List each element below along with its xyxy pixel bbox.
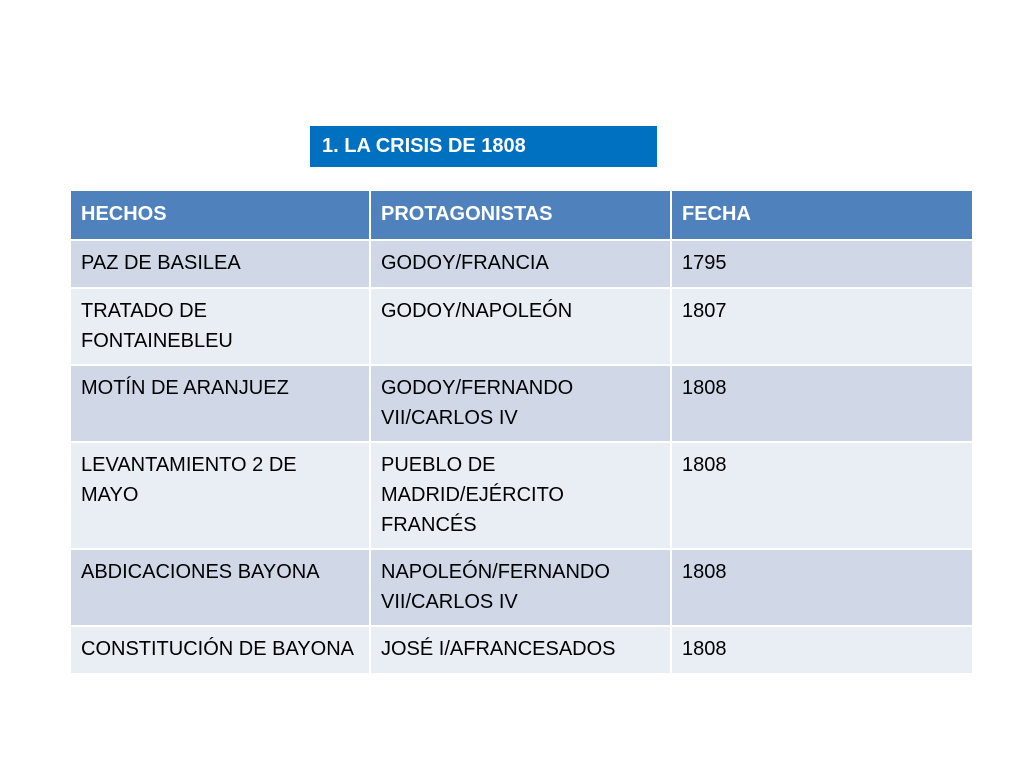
cell-hecho: PAZ DE BASILEA — [70, 240, 370, 288]
table-row — [70, 288, 973, 365]
table-row — [70, 365, 973, 442]
events-table — [69, 189, 974, 675]
cell-hecho: LEVANTAMIENTO 2 DE MAYO — [70, 442, 370, 549]
cell-hecho: CONSTITUCIÓN DE BAYONA — [70, 626, 370, 674]
slide-title: 1. LA CRISIS DE 1808 — [310, 126, 657, 167]
cell-fecha: 1808 — [671, 626, 973, 674]
table-row — [70, 549, 973, 626]
cell-protagonistas: JOSÉ I/AFRANCESADOS — [370, 626, 671, 674]
cell-protagonistas: PUEBLO DE MADRID/EJÉRCITO FRANCÉS — [370, 442, 671, 549]
header-protagonistas: PROTAGONISTAS — [370, 190, 671, 240]
cell-fecha: 1807 — [671, 288, 973, 365]
cell-protagonistas: GODOY/FRANCIA — [370, 240, 671, 288]
cell-protagonistas: NAPOLEÓN/FERNANDO VII/CARLOS IV — [370, 549, 671, 626]
cell-fecha: 1808 — [671, 442, 973, 549]
header-hechos: HECHOS — [70, 190, 370, 240]
table-row — [70, 626, 973, 674]
cell-hecho: MOTÍN DE ARANJUEZ — [70, 365, 370, 442]
table-row — [70, 240, 973, 288]
cell-fecha: 1808 — [671, 549, 973, 626]
cell-hecho: ABDICACIONES BAYONA — [70, 549, 370, 626]
cell-protagonistas: GODOY/FERNANDO VII/CARLOS IV — [370, 365, 671, 442]
header-fecha: FECHA — [671, 190, 973, 240]
cell-fecha: 1795 — [671, 240, 973, 288]
cell-protagonistas: GODOY/NAPOLEÓN — [370, 288, 671, 365]
table-row — [70, 442, 973, 549]
table-header-row — [70, 190, 973, 240]
cell-fecha: 1808 — [671, 365, 973, 442]
cell-hecho: TRATADO DE FONTAINEBLEU — [70, 288, 370, 365]
